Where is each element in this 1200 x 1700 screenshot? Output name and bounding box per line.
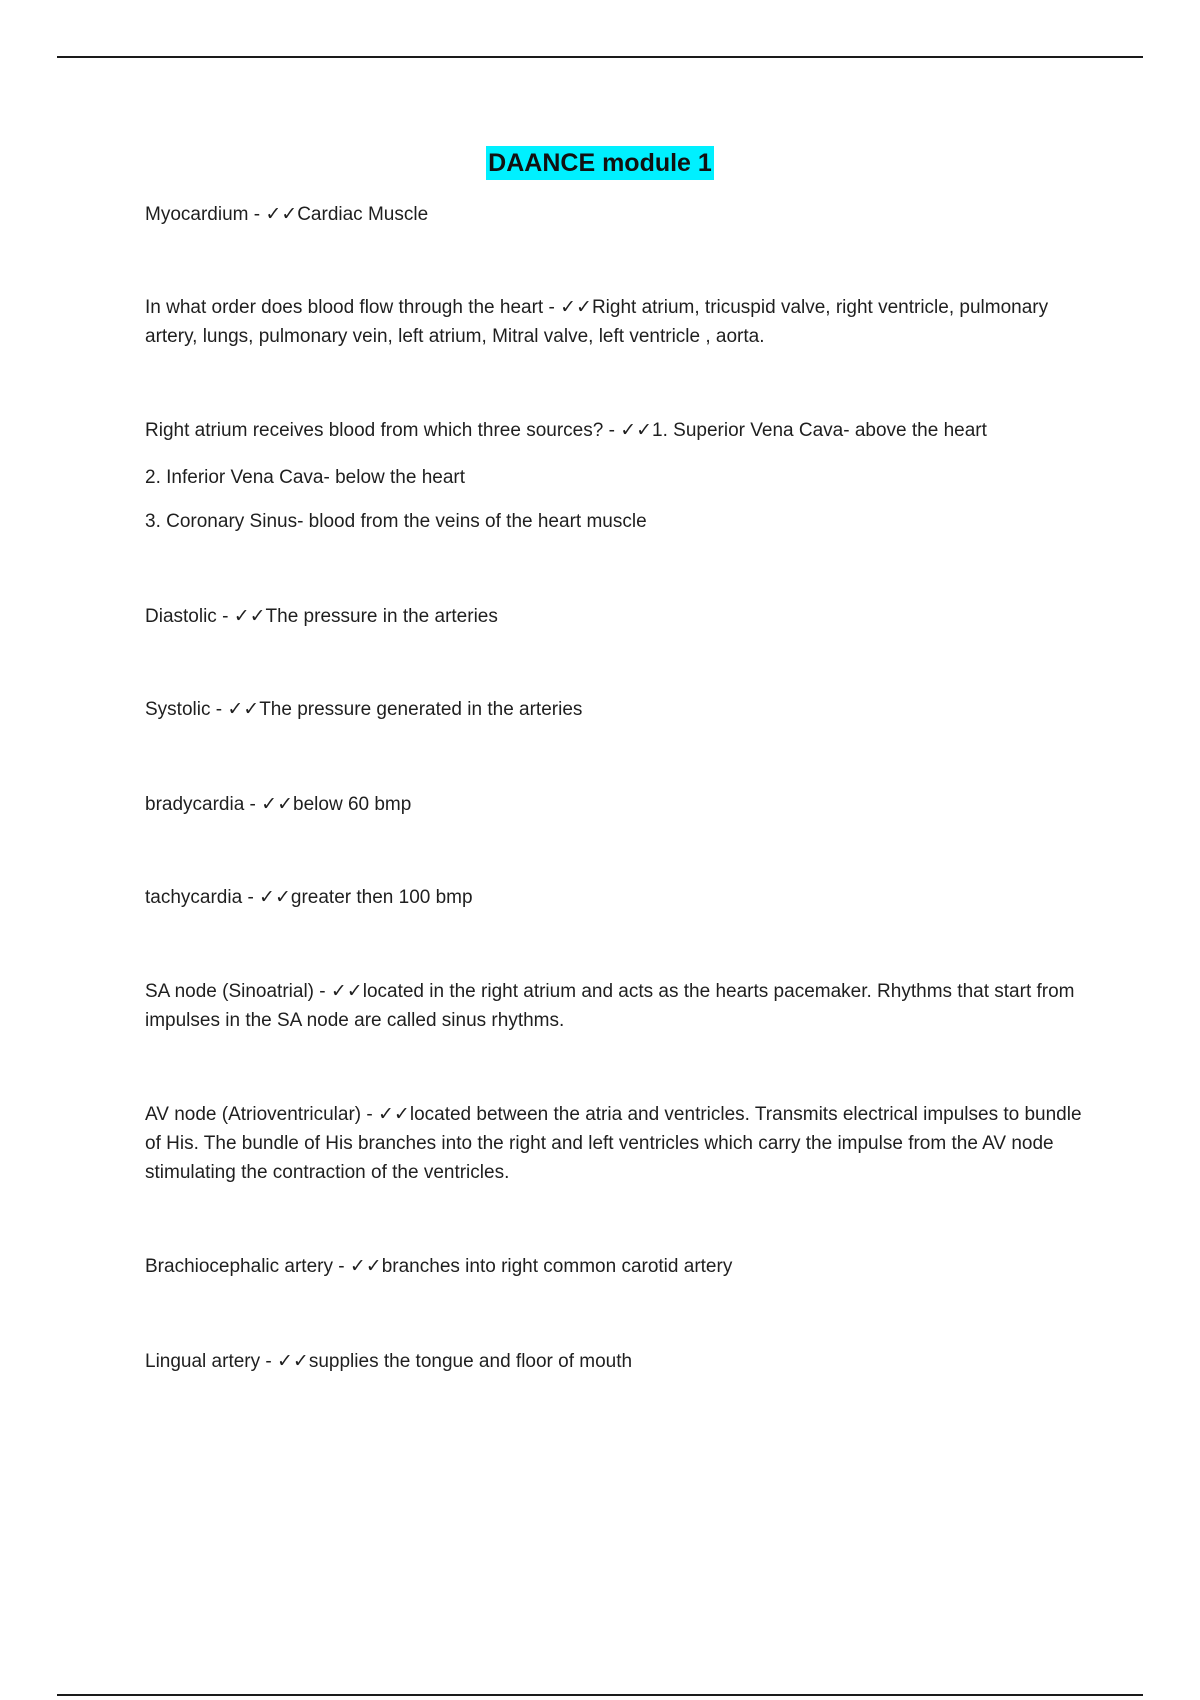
double-check-icon: ✓✓ [265,203,298,225]
entry-systolic [145,695,1095,724]
double-check-icon: ✓✓ [259,886,291,908]
document-title: DAANCE module 1 [486,146,714,180]
entry-term: bradycardia - [145,794,262,815]
entry-term: SA node (Sinoatrial) - [145,981,331,1002]
double-check-icon: ✓✓ [261,793,294,815]
double-check-icon: ✓✓ [227,698,260,720]
entry-answer: greater then 100 bmp [290,887,473,908]
entry-brachiocephalic-artery [145,1252,1095,1281]
top-rule [57,56,1143,58]
entry-answer: Right atrium, tricuspid valve, right ventricle, pulmonary artery, lungs, pulmonary vein, left atrium, Mitral valve, left ventricle , aorta. [145,297,1049,347]
double-check-icon: ✓✓ [233,605,266,627]
entry-sa-node [145,977,1095,1035]
bottom-rule [57,1694,1143,1696]
double-check-icon: ✓✓ [620,419,653,441]
entry-bradycardia [145,790,1095,819]
entry-diastolic [145,602,1095,631]
double-check-icon: ✓✓ [277,1350,309,1372]
entry-term: Lingual artery - [145,1351,278,1372]
entry-line-inferior-vena-cava: 2. Inferior Vena Cava- below the heart [145,467,466,488]
title-container [0,146,1200,180]
double-check-icon: ✓✓ [378,1103,410,1125]
entry-answer: supplies the tongue and floor of mouth [308,1351,633,1372]
entry-term: Right atrium receives blood from which three sources? - [145,420,621,441]
entry-answer: The pressure in the arteries [265,606,498,627]
entry-answer: Cardiac Muscle [297,204,429,225]
entry-blood-flow-order [145,293,1095,351]
entry-term: Brachiocephalic artery - [145,1256,350,1277]
entry-term: Systolic - [145,699,228,720]
double-check-icon: ✓✓ [349,1255,382,1277]
entry-term: Myocardium - [145,204,266,225]
entry-myocardium [145,200,1095,229]
double-check-icon: ✓✓ [330,980,363,1002]
entry-term: In what order does blood flow through the heart - [145,297,561,318]
entry-answer: located between the atria and ventricles. Transmits electrical impulses to bundle of His. The bundle of His branches into the right and left ventricles which carry the impulse from the AV node stimulating the contraction of the ventricles. [145,1104,1082,1183]
entry-term: tachycardia - [145,887,260,908]
entry-line-coronary-sinus: 3. Coronary Sinus- blood from the veins of the heart muscle [145,511,647,532]
entry-answer: The pressure generated in the arteries [259,699,583,720]
entry-av-node [145,1100,1095,1187]
double-check-icon: ✓✓ [560,296,592,318]
entry-term: Diastolic - [145,606,234,627]
entry-right-atrium-sources [145,416,1095,445]
entry-answer: branches into right common carotid artery [381,1256,733,1277]
entry-answer: below 60 bmp [293,794,412,815]
entry-tachycardia [145,883,1095,912]
entry-answer: 1. Superior Vena Cava- above the heart [652,420,987,441]
entry-term: AV node (Atrioventricular) - [145,1104,379,1125]
entry-answer: located in the right atrium and acts as the hearts pacemaker. Rhythms that start from impulses in the SA node are called sinus rhythms. [145,981,1075,1031]
entry-lingual-artery [145,1347,1095,1376]
